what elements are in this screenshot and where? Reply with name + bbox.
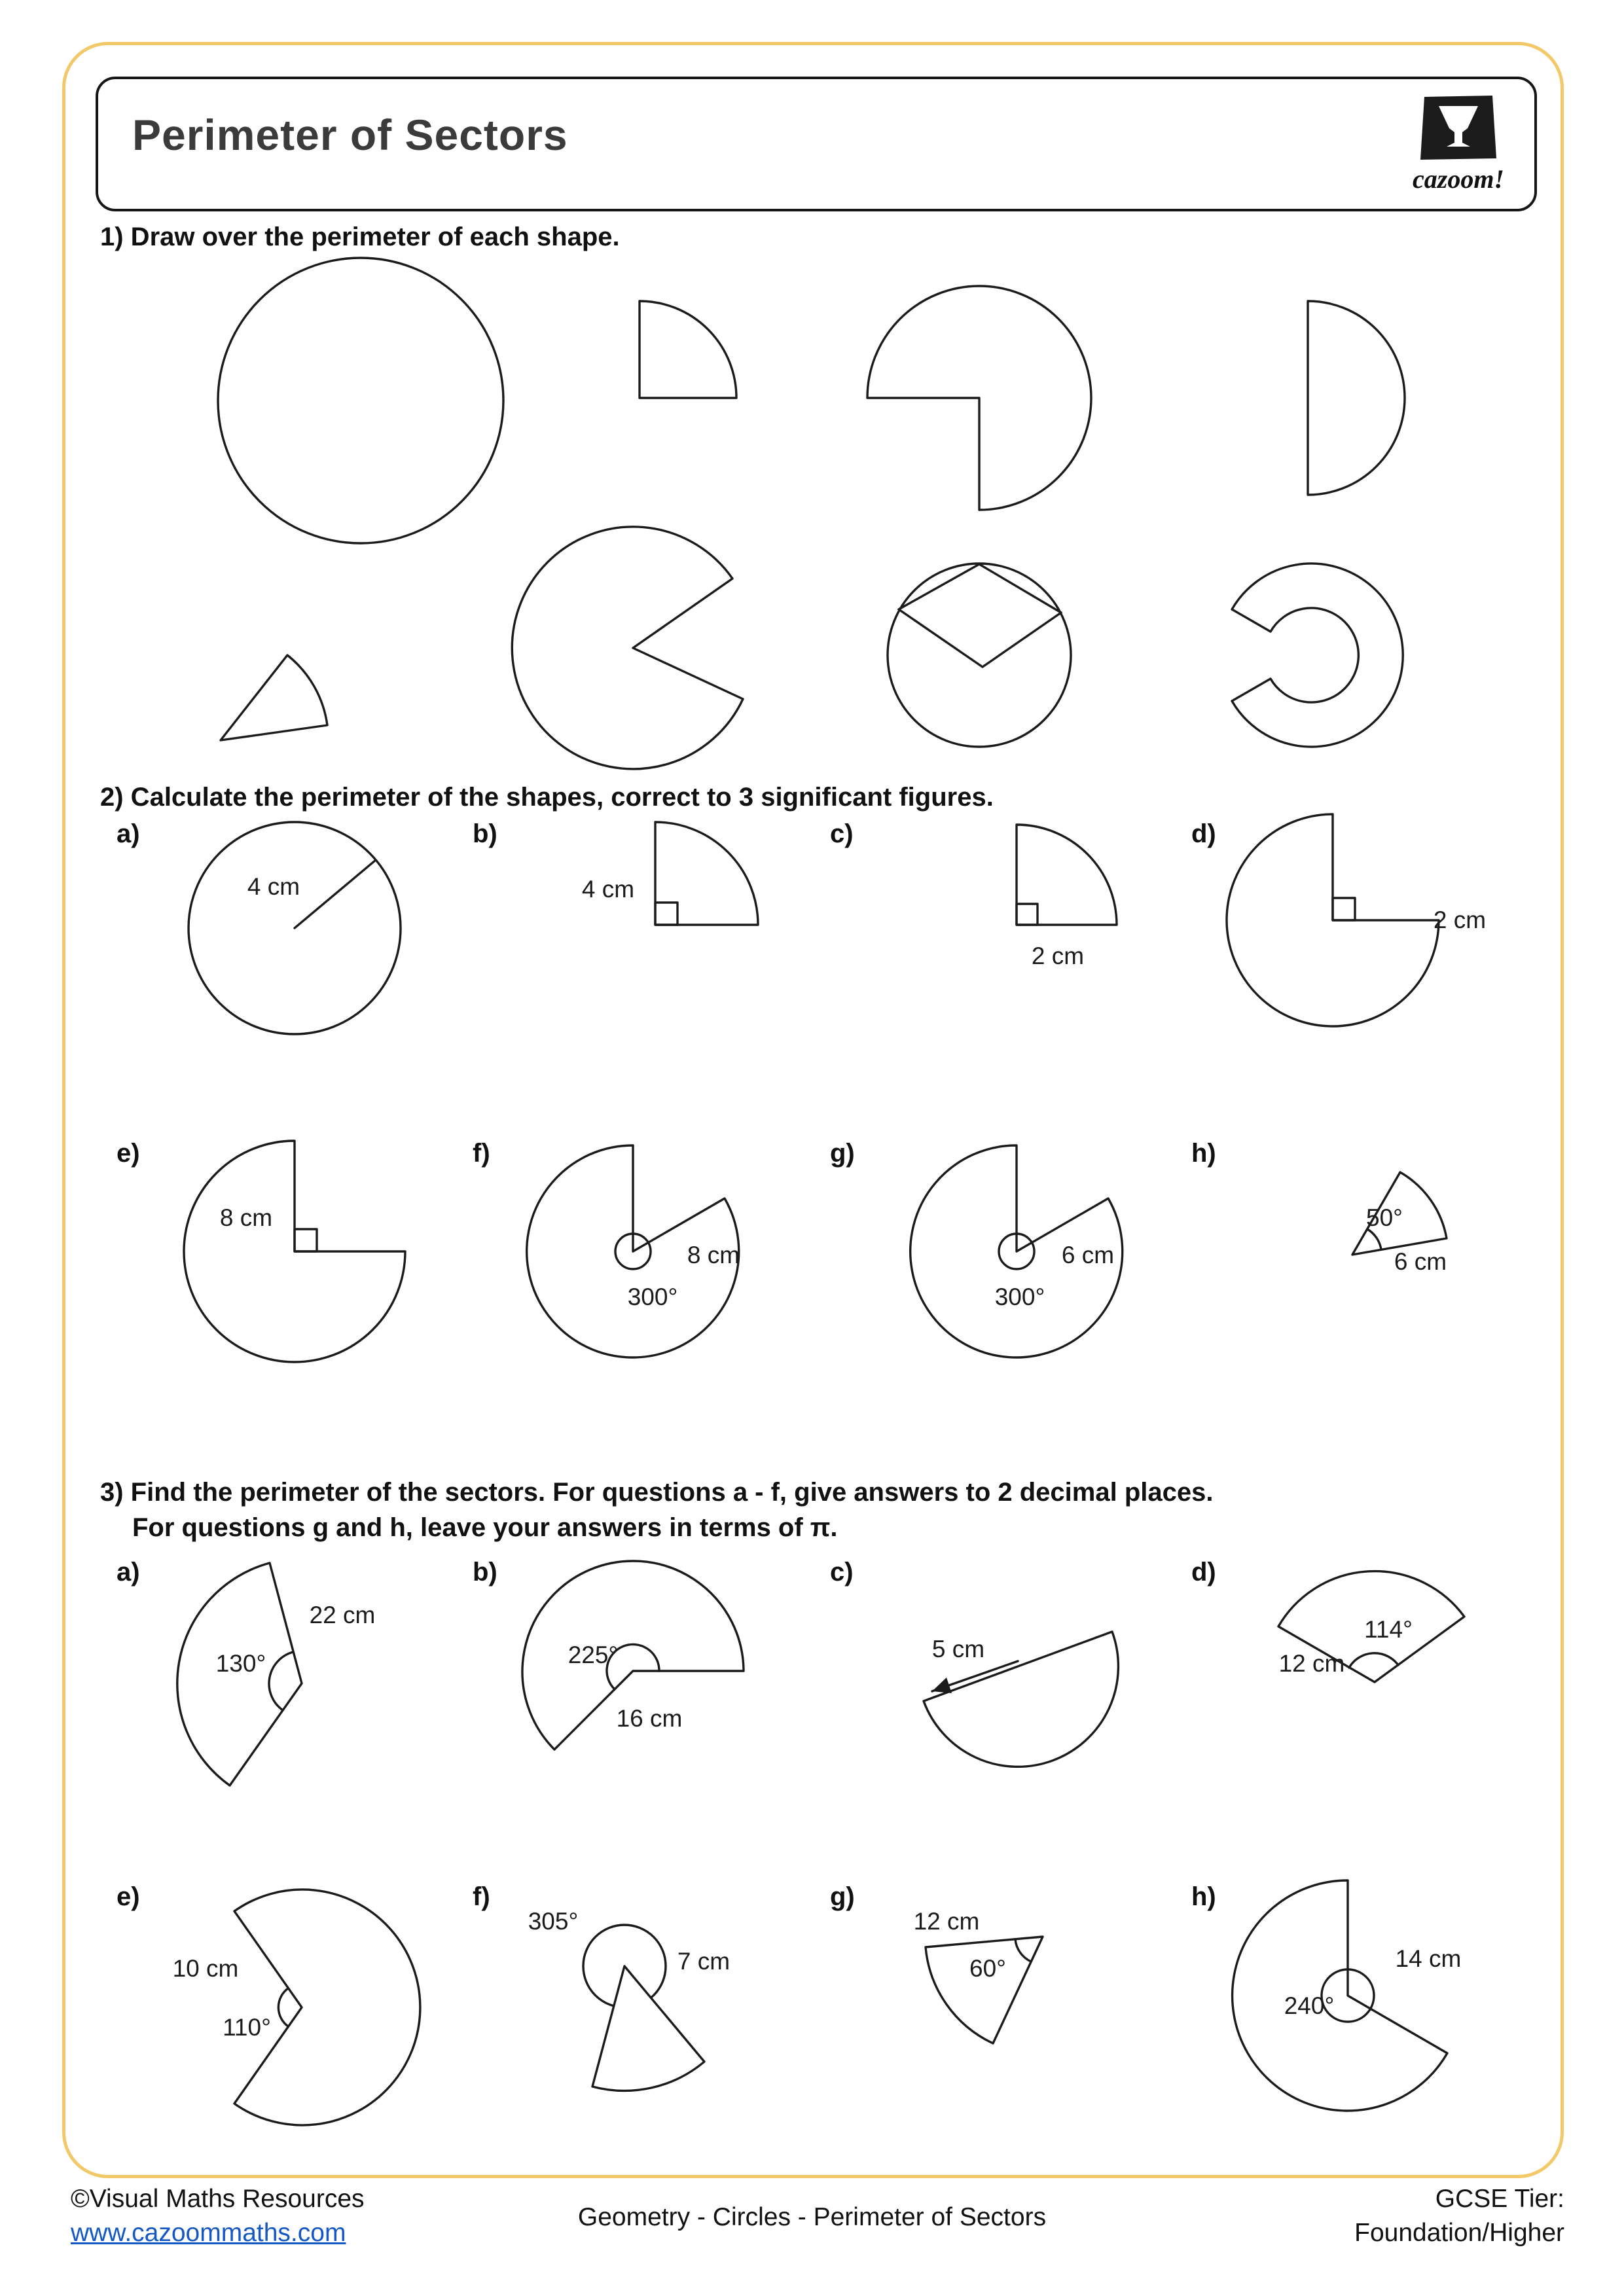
q3d-angle-label: 114° (1364, 1616, 1413, 1643)
circle-outline (888, 564, 1071, 747)
q2g-label: g) (830, 1139, 855, 1168)
q3h-shape-sector-240[interactable] (1224, 1767, 1525, 2121)
q2d-radius-label: 2 cm (1433, 906, 1487, 933)
q3f-shape-sector-305[interactable] (517, 1878, 792, 2166)
angle-arc-marker (1015, 1939, 1031, 1962)
footer-website-link[interactable]: www.cazoommaths.com (71, 2219, 346, 2247)
thin-sector-outline (221, 655, 327, 740)
q1-shape-semicircle[interactable] (1198, 288, 1420, 511)
right-angle-marker (1017, 904, 1038, 925)
q1-shape-thin-sector[interactable] (196, 628, 367, 772)
q3h-label: h) (1191, 1882, 1216, 1911)
q2c-label: c) (830, 819, 854, 848)
q3g-angle-label: 60° (969, 1955, 1006, 1982)
q2a-shape-circle[interactable] (177, 812, 425, 1060)
q2e-shape-three-quarter[interactable] (170, 1132, 452, 1394)
footer-copyright: ©Visual Maths Resources (71, 2185, 365, 2213)
q2f-radius-label: 8 cm (687, 1242, 740, 1268)
q3f-angle-label: 305° (528, 1908, 579, 1935)
q2a-label: a) (117, 819, 140, 848)
q3f-radius-label: 7 cm (677, 1948, 731, 1975)
q1-shape-annulus-sector[interactable] (1198, 543, 1427, 772)
q3c-shape-semicircle[interactable] (903, 1571, 1178, 1793)
q2f-shape-sector-300[interactable] (511, 1132, 779, 1394)
q2c-shape-quarter[interactable] (949, 805, 1159, 995)
q1-shape-full-circle[interactable] (204, 243, 518, 558)
three-quarter-outline (867, 286, 1091, 510)
annulus-outline (1232, 564, 1403, 747)
cazoom-logo (1393, 96, 1524, 203)
q2f-angle-label: 300° (627, 1283, 678, 1310)
q3d-radius-label: 12 cm (1278, 1650, 1345, 1677)
q3e-shape-sector-110[interactable] (157, 1852, 458, 2153)
q1-shape-pacman-sector[interactable] (504, 517, 766, 779)
q3-heading-line2: For questions g and h, leave your answers in terms of π. (132, 1513, 838, 1542)
circle-outline (218, 258, 503, 543)
q3e-angle-label: 110° (223, 2014, 271, 2041)
quarter-outline (640, 301, 736, 398)
q3e-radius-label: 10 cm (172, 1955, 239, 1982)
q3b-label: b) (473, 1558, 497, 1587)
q3b-angle-label: 225° (568, 1641, 619, 1668)
q2b-label: b) (473, 819, 497, 848)
semicircle-outline (1308, 301, 1405, 495)
q1-shape-circle-with-triangle[interactable] (871, 547, 1093, 769)
triangle-v-lines (899, 609, 1061, 667)
q3h-radius-label: 14 cm (1395, 1945, 1462, 1972)
q2c-radius-label: 2 cm (1031, 942, 1085, 969)
q2h-angle-label: 50° (1366, 1204, 1403, 1231)
q2a-radius-label: 4 cm (247, 873, 300, 900)
q1-shape-three-quarter-circle[interactable] (857, 275, 1106, 524)
q2d-label: d) (1191, 819, 1216, 848)
right-angle-marker (655, 903, 677, 925)
angle-arc-marker (278, 1988, 288, 2026)
sector-outline (1233, 1880, 1447, 2111)
q2b-radius-label: 4 cm (581, 876, 635, 903)
angle-arc-marker (1349, 1653, 1398, 1668)
angle-arc-marker (1367, 1229, 1381, 1249)
q3d-shape-sector-114[interactable] (1211, 1525, 1512, 1748)
q2d-shape-three-quarter[interactable] (1211, 805, 1492, 1054)
quarter-outline (655, 822, 758, 925)
footer-center-text: Geometry - Circles - Perimeter of Sectors (577, 2203, 1047, 2231)
page-title: Perimeter of Sectors (132, 111, 568, 159)
q2h-shape-sector-50[interactable] (1296, 1113, 1512, 1329)
cazoom-logo-text: cazoom! (1413, 164, 1504, 194)
q3g-radius-label: 12 cm (913, 1908, 980, 1935)
q3c-label: c) (830, 1558, 854, 1587)
pacman-outline (512, 527, 743, 769)
arrowhead-icon (932, 1677, 952, 1693)
q3b-radius-label: 16 cm (616, 1705, 683, 1732)
q3e-label: e) (117, 1882, 140, 1911)
q3d-label: d) (1191, 1558, 1216, 1587)
footer-tier-label: GCSE Tier: (1435, 2185, 1564, 2213)
q3b-shape-sector-225[interactable] (504, 1525, 792, 1813)
q3-heading-line1: 3) Find the perimeter of the sectors. For questions a - f, give answers to 2 decimal places. (100, 1478, 1214, 1507)
q3h-angle-label: 240° (1284, 1992, 1335, 2019)
q2f-label: f) (473, 1139, 490, 1168)
footer-tier-value: Foundation/Higher (1354, 2219, 1564, 2247)
cazoom-logo-icon (1419, 96, 1498, 164)
q3a-radius-label: 22 cm (309, 1602, 376, 1628)
quarter-outline (1017, 825, 1117, 925)
q2-heading: 2) Calculate the perimeter of the shapes, correct to 3 significant figures. (100, 783, 994, 812)
q3a-angle-label: 130° (215, 1650, 266, 1677)
q2b-shape-quarter[interactable] (583, 805, 792, 975)
sector-outline (592, 1966, 704, 2090)
q3a-label: a) (117, 1558, 140, 1587)
q2h-label: h) (1191, 1139, 1216, 1168)
right-angle-marker (1333, 898, 1355, 920)
sector-outline (926, 1937, 1043, 2043)
q3a-shape-sector-130[interactable] (157, 1525, 458, 1826)
q2g-radius-label: 6 cm (1061, 1242, 1115, 1268)
q2e-radius-label: 8 cm (219, 1204, 273, 1231)
sector-outline (234, 1890, 420, 2125)
right-angle-marker (295, 1229, 317, 1251)
q2g-shape-sector-300[interactable] (894, 1132, 1163, 1394)
q3g-label: g) (830, 1882, 855, 1911)
q2h-radius-label: 6 cm (1394, 1248, 1447, 1275)
q2e-label: e) (117, 1139, 140, 1168)
q1-heading: 1) Draw over the perimeter of each shape. (100, 223, 620, 251)
q3f-label: f) (473, 1882, 490, 1911)
q3c-radius-label: 5 cm (931, 1636, 985, 1662)
q2g-angle-label: 300° (994, 1283, 1045, 1310)
q3g-shape-sector-60[interactable] (890, 1878, 1165, 2127)
q1-shape-quarter-circle[interactable] (626, 288, 757, 419)
triangle-flap-lines (899, 564, 1061, 613)
radius-line (295, 860, 376, 928)
